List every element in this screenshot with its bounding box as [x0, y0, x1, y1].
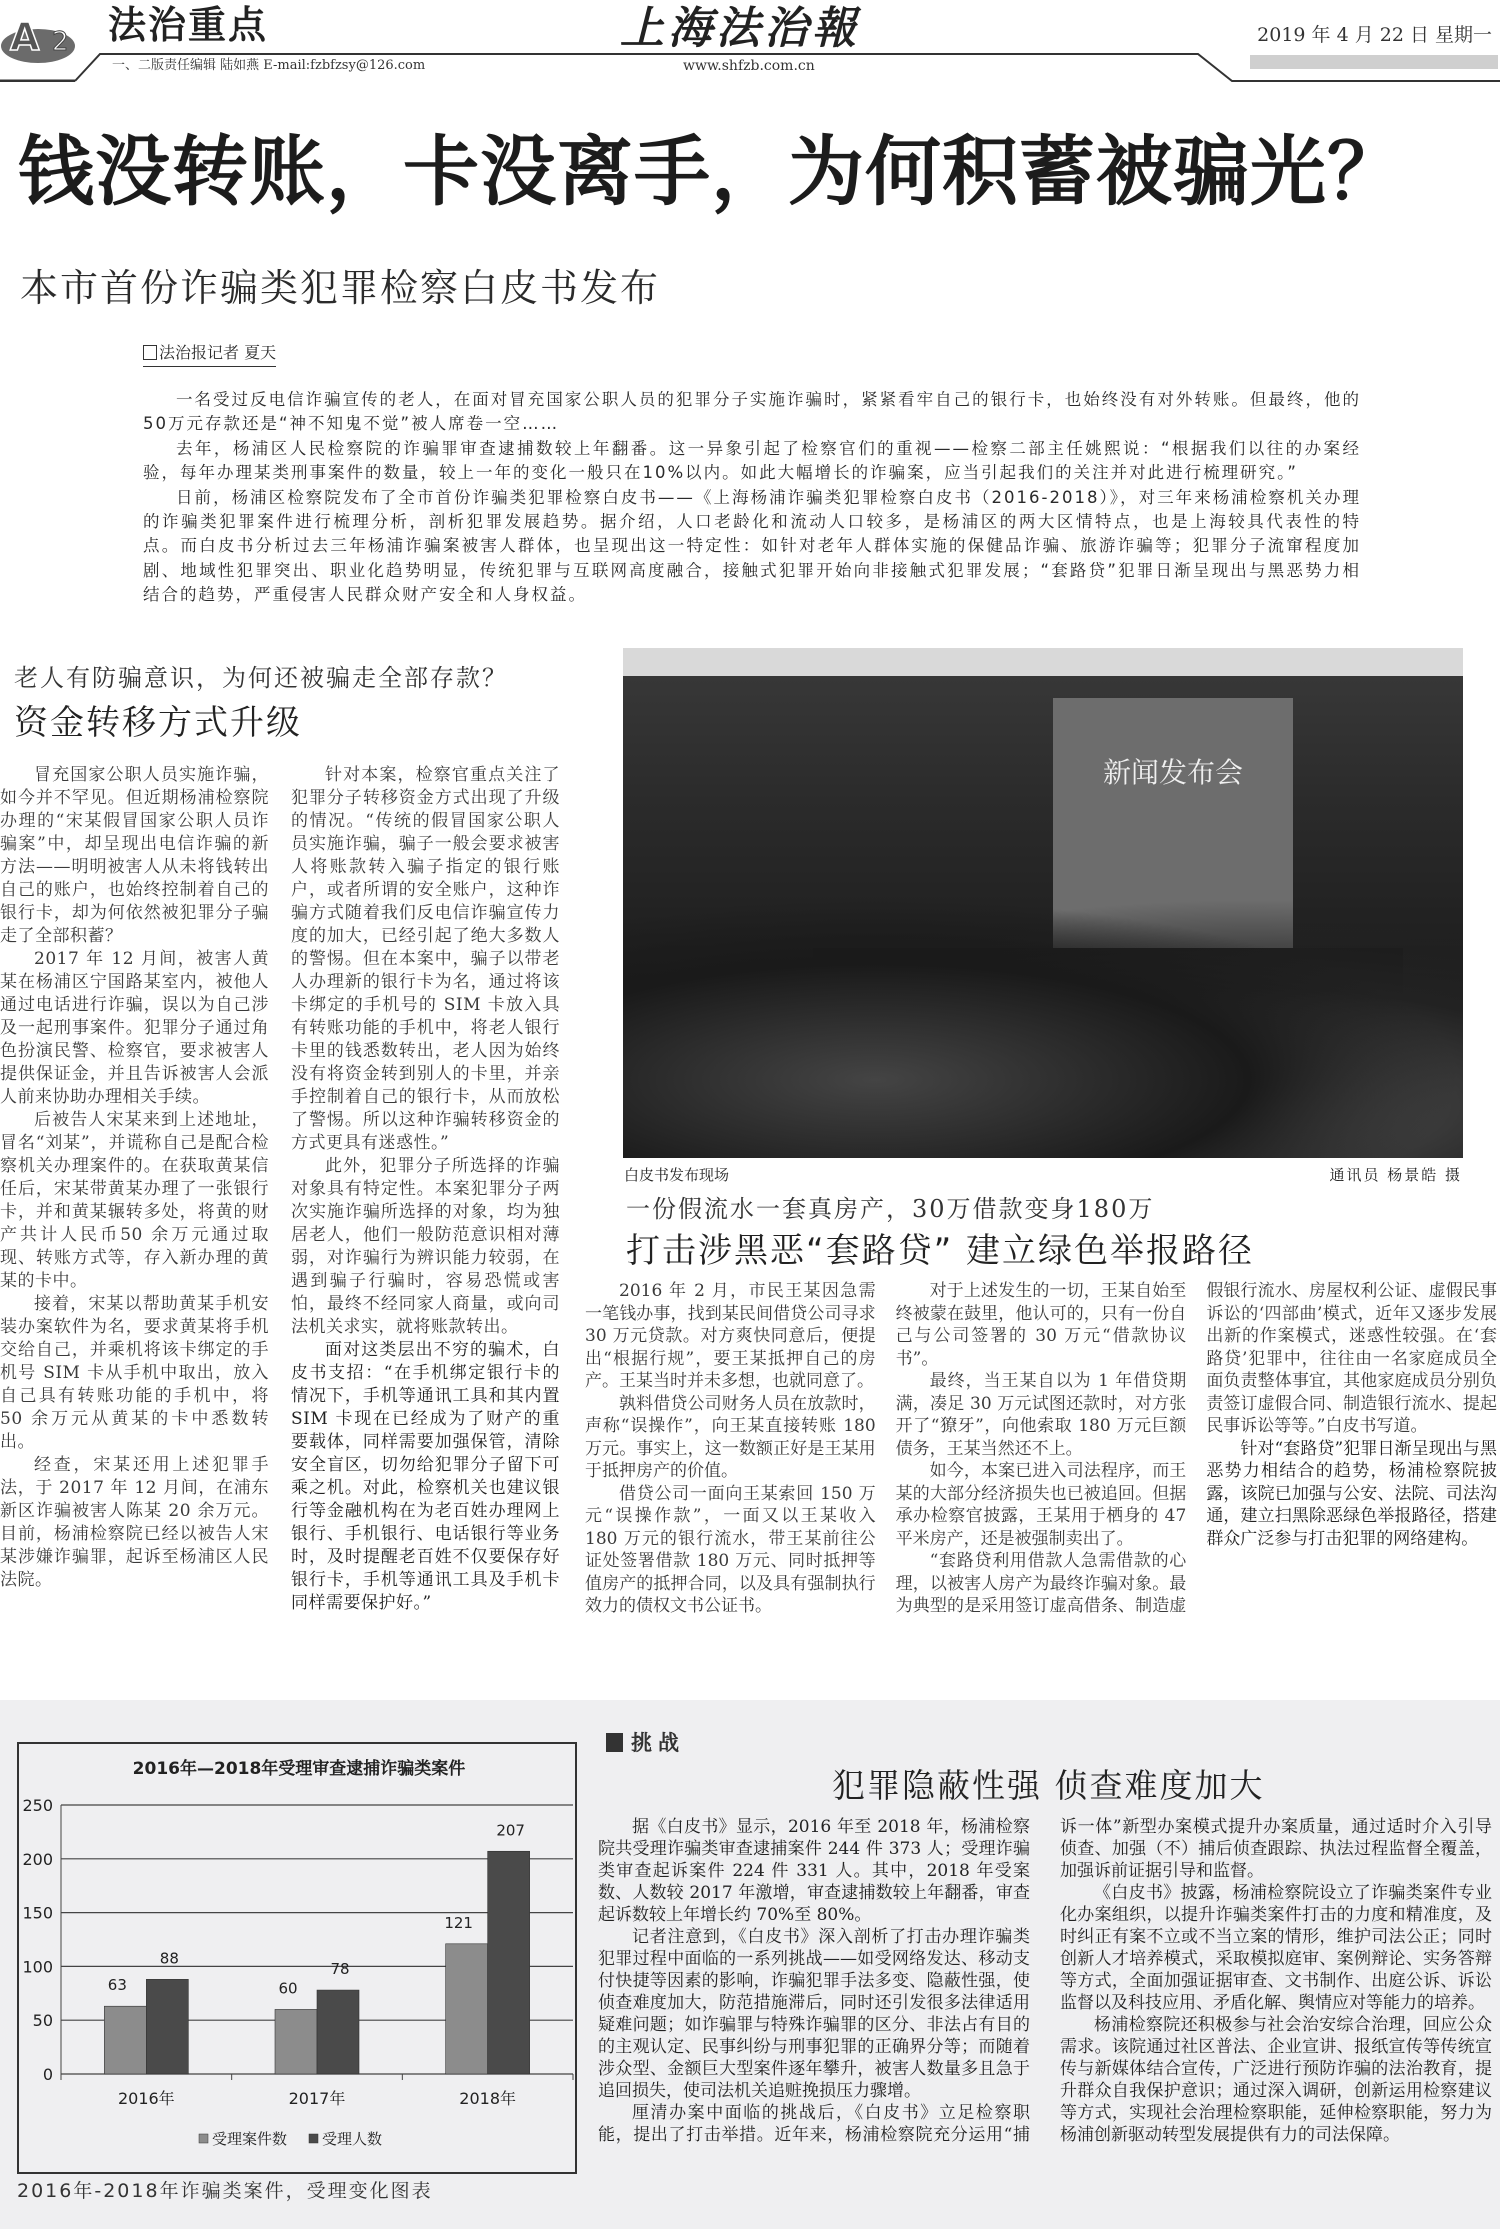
- photo-caption: 白皮书发布现场: [624, 1166, 730, 1184]
- bar-chart: [17, 1742, 577, 2174]
- page-badge-letter: A: [10, 15, 40, 59]
- legend-label: 受理案件数: [212, 2130, 288, 2148]
- photo-ceiling: [623, 648, 1463, 676]
- photo-credit: 通讯员 杨景皓 摄: [1329, 1166, 1462, 1184]
- bar-受理案件数: [104, 2006, 146, 2074]
- bar-chart-svg: [19, 1744, 575, 2172]
- lead-intro: [143, 388, 1361, 608]
- bottom-article-headline: 犯罪隐蔽性强 侦查难度加大: [832, 1766, 1265, 1805]
- legend-label: 受理人数: [322, 2130, 383, 2148]
- data-label: 88: [159, 1949, 179, 1968]
- bar-受理人数: [488, 1851, 530, 2074]
- article-paragraph: 2016 年 2 月，市民王某因急需一笔钱办事，找到某民间借贷公司寻求 30 万元贷款。对方爽快同意后，便提出“根据行规”，要王某抵押自己的房产。王某当时并未多想，也就同意了。: [585, 1281, 876, 1391]
- y-tick-label: 200: [22, 1849, 53, 1869]
- article-paragraph: “套路贷利用借款人急需借款的心理，以被害人房产为最终诈骗对象。最为典型的是采用签订虚高借条、制造虚假银行流水、房屋权利公证、虚假民事诉讼的‘四部曲’模式，近年又逐步发展出新的作案模式，迷惑性较强。在‘套路贷’犯罪中，往往由一名家庭成员全面负责整体事宜，其他家庭成员分别负责签订虚假合同、制造银行流水、提起民事诉讼等等。”白皮书写道。: [895, 1281, 1497, 1616]
- legend-swatch: [309, 2134, 318, 2143]
- y-tick-label: 250: [22, 1796, 53, 1815]
- article-paragraph: 冒充国家公职人员实施诈骗，如今并不罕见。但近期杨浦检察院办理的“宋某假冒国家公职人员诈骗案”中，却呈现出电信诈骗的新方法——明明被害人从未将钱转出自己的账户，也始终控制着自己的银行卡，却为何依然被犯罪分子骗走了全部积蓄？: [0, 765, 269, 946]
- bottom-article-body: [598, 1816, 1492, 2146]
- byline-box-icon: [143, 345, 157, 360]
- chart-caption: 2016年-2018年诈骗类案件，受理变化图表: [17, 2180, 433, 2202]
- article-paragraph: 2017 年 12 月间，被害人黄某在杨浦区宁国路某室内，被他人通过电话进行诈骗，误以为自己涉及一起刑事案件。犯罪分子通过角色扮演民警、检察官，要求被害人提供保证金，并且告诉被害人会派人前来协助办理相关手续。: [0, 949, 269, 1107]
- article-paragraph: 后被告人宋某来到上述地址，冒名“刘某”，并谎称自己是配合检察机关办理案件的。在获取黄某信任后，宋某带黄某办理了一张银行卡，并和黄某辗转多处，将黄的财产共计人民币50 余万元通过取现、转账方式等，存入新办理的黄某的卡中。: [0, 1110, 269, 1291]
- bar-受理案件数: [446, 1944, 488, 2074]
- intro-paragraph: 去年，杨浦区人民检察院的诈骗罪审查逮捕数较上年翻番。这一异象引起了检察官们的重视——检察二部主任姚熙说：“根据我们以往的办案经验，每年办理某类刑事案件的数量，较上一年的变化一般只在10%以内。如此大幅增长的诈骗案，应当引起我们的关注并对此进行梳理研究。”: [143, 438, 1361, 483]
- intro-paragraph: 日前，杨浦区检察院发布了全市首份诈骗类犯罪检察白皮书——《上海杨浦诈骗类犯罪检察白皮书（2016-2018）》，对三年来杨浦检察机关办理的诈骗类犯罪案件进行梳理分析，剖析犯罪发展趋势。据介绍，人口老龄化和流动人口较多，是杨浦区的两大区情特点，也是上海较具代表性的特点。而白皮书分析过去三年杨浦诈骗案被害人群体，也呈现出这一特定性：如针对老年人群体实施的保健品诈骗、旅游诈骗等；犯罪分子流窜程度加剧、地域性犯罪突出、职业化趋势明显，传统犯罪与互联网高度融合，接触式犯罪开始向非接触式犯罪发展；“套路贷”犯罪日渐呈现出与黑恶势力相结合的趋势，严重侵害人民群众财产安全和人身权益。: [143, 487, 1361, 605]
- middle-article-kicker: 一份假流水一套真房产，30万借款变身180万: [626, 1195, 1155, 1223]
- article-paragraph: 据《白皮书》显示，2016 年至 2018 年，杨浦检察院共受理诈骗类审查逮捕案件 244 件 373 人；受理诈骗类审查起诉案件 224 件 331 人。其中，2018 年受案数、人数较 2017 年激增，审查逮捕数较上年翻番，审查起诉数较上年增长约 70%至 80%。: [598, 1817, 1030, 1925]
- legend-swatch: [199, 2134, 208, 2143]
- photo-audience: [623, 898, 1463, 1158]
- article-paragraph: 经查，宋某还用上述犯罪手法，于 2017 年 12 月间，在浦东新区诈骗被害人陈某 20 余万元。目前，杨浦检察院已经以被告人宋某涉嫌诈骗罪，起诉至杨浦区人民法院。: [0, 1455, 269, 1590]
- bar-受理人数: [146, 1979, 188, 2074]
- article-paragraph: 此外，犯罪分子所选择的诈骗对象具有特定性。本案犯罪分子两次实施诈骗所选择的对象，均为独居老人，他们一般防范意识相对薄弱，对诈骗行为辨识能力较弱，在遇到骗子行骗时，容易恐慌或害怕，最终不经同家人商量，或向司法机关求实，就将账款转出。: [291, 1156, 560, 1337]
- y-tick-label: 150: [22, 1903, 53, 1923]
- left-article-body: [0, 764, 560, 1615]
- byline: [143, 343, 276, 367]
- left-article-kicker: 老人有防骗意识，为何还被骗走全部存款？: [14, 664, 508, 692]
- page-badge-number: 2: [52, 27, 69, 57]
- data-label: 121: [444, 1913, 473, 1932]
- data-label: 78: [330, 1960, 350, 1979]
- section-label-text: 挑战: [631, 1731, 685, 1755]
- data-label: 207: [496, 1821, 525, 1840]
- bar-受理案件数: [275, 2009, 317, 2074]
- editor-line: 一、二版责任编辑 陆如燕 E-mail:fzbfzsy@126.com: [112, 58, 426, 73]
- square-bullet-icon: [606, 1733, 623, 1752]
- chart-title: 2016年—2018年受理审查逮捕诈骗类案件: [132, 1759, 466, 1779]
- article-paragraph: 最终，当王某自以为 1 年借贷期满，凑足 30 万元试图还款时，对方张开了“獠牙”，向他索取 180 万元巨额债务，王某当然还不上。: [895, 1371, 1187, 1459]
- sub-headline: 本市首份诈骗类犯罪检察白皮书发布: [20, 266, 661, 310]
- middle-article-body: [585, 1280, 1497, 1618]
- middle-article-headline: 打击涉黑恶“套路贷” 建立绿色举报路径: [626, 1231, 1255, 1271]
- section-title: 法治重点: [108, 2, 269, 47]
- article-paragraph: 记者注意到，《白皮书》深入剖析了打击办理诈骗类犯罪过程中面临的一系列挑战——如受网络发达、移动支付快捷等因素的影响，诈骗犯罪手法多变、隐蔽性强，使侦查难度加大，防范措施滞后，同时还引发很多法律适用疑难问题；如诈骗罪与特殊诈骗罪的区分、非法占有目的的主观认定、民事纠纷与刑事犯罪的正确界分等；而随着涉众型、金额巨大型案件逐年攀升，被害人数量多且急于追回损失，使司法机关追赃挽损压力骤增。: [598, 1927, 1030, 2101]
- left-article-headline: 资金转移方式升级: [14, 703, 302, 743]
- website-link[interactable]: www.shfzb.com.cn: [683, 58, 815, 74]
- main-headline: 钱没转账，卡没离手，为何积蓄被骗光？: [18, 127, 1404, 216]
- article-paragraph: 对于上述发生的一切，王某自始至终被蒙在鼓里，他认可的，只有一份自己与公司签署的 30 万元“借款协议书”。: [895, 1281, 1187, 1369]
- article-paragraph: 厘清办案中面临的挑战后，《白皮书》立足检察职能，提出了打击举措。近年来，杨浦检察院充分运用“捕诉一体”新型办案模式提升办案质量，通过适时介入引导侦查、加强（不）捕后侦查跟踪、执法过程监督全覆盖，加强诉前证据引导和监督。: [598, 1817, 1492, 2145]
- article-paragraph-emphasis: 面对这类层出不穷的骗术，白皮书支招：“在手机绑定银行卡的情况下，手机等通讯工具和其内置 SIM 卡现在已经成为了财产的重要载体，同样需要加强保管，清除安全盲区，切勿给犯罪分子留下可乘之机。对此，检察机关也建议银行等金融机构在为老百姓办理网上银行、手机银行、电话银行等业务时，及时提醒老百姓不仅要保存好银行卡，手机等通讯工具及手机卡同样需要保护好。”: [291, 1340, 560, 1613]
- article-paragraph: 接着，宋某以帮助黄某手机安装办案软件为名，要求黄某将手机交给自己，并乘机将该卡绑定的手机号 SIM 卡从手机中取出，放入自己具有转账功能的手机中，将 50 余万元从黄某的卡中悉数转出。: [0, 1294, 269, 1452]
- article-paragraph: 《白皮书》披露，杨浦检察院设立了诈骗类案件专业化办案组织，以提升诈骗类案件打击的力度和精准度，及时纠正有案不立或不当立案的情形，维护司法公正；同时创新人才培养模式，采取模拟庭审、案例辩论、实务答辩等方式，全面加强证据审查、文书制作、出庭公诉、诉讼监督以及科技应用、矛盾化解、舆情应对等能力的培养。: [1060, 1883, 1492, 2013]
- intro-paragraph: 一名受过反电信诈骗宣传的老人，在面对冒充国家公职人员的犯罪分子实施诈骗时，紧紧看牢自己的银行卡，也始终没有对外转账。但最终，他的50万元存款还是“神不知鬼不觉”被人席卷一空……: [143, 390, 1361, 434]
- y-tick-label: 50: [32, 2011, 53, 2031]
- article-paragraph: 借贷公司一面向王某索回 150 万元“误操作款”，一面又以王某收入 180 万元的银行流水，带王某前往公证处签署借款 180 万元、同时抵押等值房产的抵押合同，以及具有强制执行效力的债权文书公证书。: [585, 1483, 876, 1616]
- issue-date: 2019 年 4 月 22 日 星期一: [1257, 24, 1492, 46]
- article-paragraph-emphasis: 针对“套路贷”犯罪日渐呈现出与黑恶势力相结合的趋势，杨浦检察院披露，该院已加强与公安、法院、司法沟通，建立扫黑除恶绿色举报路径，搭建群众广泛参与打击犯罪的网络建构。: [1206, 1438, 1497, 1549]
- article-paragraph: 针对本案，检察官重点关注了犯罪分子转移资金方式出现了升级的情况。“传统的假冒国家公职人员实施诈骗，骗子一般会要求被害人将账款转入骗子指定的银行账户，或者所谓的安全账户，这种诈骗方式随着我们反电信诈骗宣传力度的加大，已经引起了绝大多数人的警惕。但在本案中，骗子以带老人办理新的银行卡为名，通过将该卡绑定的手机号的 SIM 卡放入具有转账功能的手机中，将老人银行卡里的钱悉数转出，老人因为始终没有将资金转到别人的卡里，并亲手控制着自己的银行卡，从而放松了警惕。所以这种诈骗转移资金的方式更具有迷惑性。”: [291, 765, 560, 1153]
- photo-screen-text: 新闻发布会: [1102, 756, 1243, 789]
- data-label: 63: [107, 1976, 127, 1995]
- byline-text: 法治报记者 夏天: [159, 343, 277, 362]
- y-tick-label: 0: [42, 2065, 53, 2084]
- y-tick-label: 100: [22, 1957, 53, 1977]
- header-gray-bar: [1250, 55, 1498, 69]
- x-tick-label: 2017年: [288, 2089, 346, 2108]
- masthead-logo: 上海法治報: [620, 3, 860, 54]
- article-paragraph: 如今，本案已进入司法程序，而王某的大部分经济损失也已被追回。但据承办检察官披露，王某用于栖身的 47 平米房产，还是被强制卖出了。: [895, 1461, 1187, 1549]
- section-label-challenge: [606, 1730, 685, 1756]
- x-tick-label: 2018年: [459, 2089, 517, 2108]
- data-label: 60: [278, 1979, 298, 1998]
- article-paragraph: 孰料借贷公司财务人员在放款时，声称“误操作”，向王某直接转账 180 万元。事实上，这一数额正好是王某用于抵押房产的价值。: [585, 1393, 876, 1481]
- bar-受理人数: [317, 1990, 359, 2074]
- article-paragraph: 杨浦检察院还积极参与社会治安综合治理，回应公众需求。该院通过社区普法、企业宣讲、报纸宣传等传统宣传与新媒体结合宣传，广泛进行预防诈骗的法治教育，提升群众自我保护意识；通过深入调研，创新运用检察建议等方式，实现社会治理检察职能，延伸检察职能，努力为杨浦创新驱动转型发展提供有力的司法保障。: [1060, 2015, 1492, 2145]
- press-conference-photo: [623, 648, 1463, 1158]
- x-tick-label: 2016年: [117, 2089, 175, 2108]
